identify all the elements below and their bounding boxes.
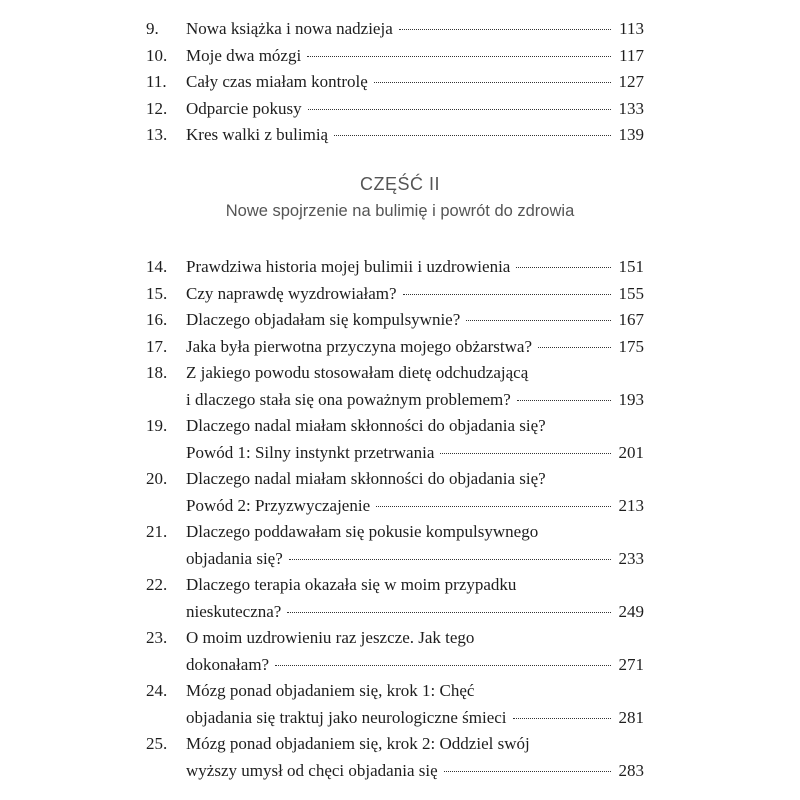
chapter-title-block bbox=[186, 572, 644, 625]
page-number: 271 bbox=[618, 654, 644, 674]
toc-entry bbox=[146, 96, 644, 123]
dot-leader bbox=[334, 135, 610, 136]
chapter-title-line: wyższy umysł od chęci objadania się bbox=[186, 760, 438, 780]
chapter-title-final-line bbox=[186, 493, 644, 520]
dot-leader bbox=[374, 82, 611, 83]
chapter-title-final-line bbox=[186, 43, 644, 70]
chapter-title-block bbox=[186, 678, 644, 731]
chapter-title-line: Czy naprawdę wyzdrowiałam? bbox=[186, 283, 397, 303]
dot-leader bbox=[513, 718, 611, 719]
chapter-title-final-line bbox=[186, 334, 644, 361]
chapter-title-line: Dlaczego poddawałam się pokusie kompulsywnego bbox=[186, 522, 539, 541]
chapter-number: 18. bbox=[146, 363, 168, 382]
chapter-title-block bbox=[186, 43, 644, 70]
chapter-title-final-line bbox=[186, 96, 644, 123]
chapter-number: 13. bbox=[146, 125, 168, 144]
toc-list-part-2 bbox=[146, 254, 644, 784]
chapter-title-line: Dlaczego nadal miałam skłonności do objadania się? bbox=[186, 469, 546, 488]
dot-leader bbox=[307, 56, 611, 57]
dot-leader bbox=[287, 612, 610, 613]
page-number: 139 bbox=[618, 125, 644, 144]
dot-leader bbox=[516, 267, 610, 268]
chapter-title-final-line bbox=[186, 69, 644, 96]
page-number: 155 bbox=[618, 283, 644, 303]
chapter-title-block bbox=[186, 96, 644, 123]
toc-entry bbox=[146, 678, 644, 731]
toc-entry bbox=[146, 307, 644, 334]
chapter-number: 22. bbox=[146, 575, 168, 594]
part-title: CZĘŚĆ II bbox=[359, 174, 440, 194]
chapter-number: 25. bbox=[146, 734, 168, 753]
chapter-title-line: nieskuteczna? bbox=[186, 601, 282, 621]
page-number: 249 bbox=[618, 601, 644, 621]
toc-entry bbox=[146, 16, 644, 43]
toc-entry bbox=[146, 731, 644, 784]
chapter-title-block bbox=[186, 413, 644, 466]
chapter-number: 12. bbox=[146, 98, 168, 118]
dot-leader bbox=[538, 347, 611, 348]
page-number: 175 bbox=[618, 336, 644, 356]
chapter-title-final-line bbox=[186, 122, 644, 149]
page-number: 233 bbox=[618, 548, 644, 568]
chapter-title-block bbox=[186, 625, 644, 678]
toc-list-part-1 bbox=[146, 16, 644, 149]
toc-entry bbox=[146, 122, 644, 149]
chapter-title-final-line bbox=[186, 307, 644, 334]
page-number: 133 bbox=[618, 98, 644, 118]
page-number: 127 bbox=[618, 72, 644, 91]
chapter-title-line: Prawdziwa historia mojej bulimii i uzdrowienia bbox=[186, 257, 511, 276]
chapter-title-final-line bbox=[186, 440, 644, 467]
chapter-title-line: Odparcie pokusy bbox=[186, 98, 302, 118]
chapter-number: 20. bbox=[146, 469, 168, 488]
toc-entry bbox=[146, 281, 644, 308]
chapter-title-final-line bbox=[186, 705, 644, 732]
chapter-title-final-line bbox=[186, 254, 644, 281]
chapter-title-line: Mózg ponad objadaniem się, krok 2: Oddziel swój bbox=[186, 734, 530, 753]
page-number: 281 bbox=[618, 707, 644, 727]
chapter-number: 24. bbox=[146, 681, 168, 700]
toc-entry bbox=[146, 413, 644, 466]
toc-entry bbox=[146, 360, 644, 413]
dot-leader bbox=[444, 771, 611, 772]
chapter-title-block bbox=[186, 16, 644, 43]
chapter-title-block bbox=[186, 731, 644, 784]
chapter-number: 21. bbox=[146, 522, 168, 541]
chapter-title-line: objadania się traktuj jako neurologiczne śmieci bbox=[186, 707, 507, 727]
dot-leader bbox=[399, 29, 611, 30]
page-number: 283 bbox=[618, 760, 644, 780]
chapter-title-final-line bbox=[186, 652, 644, 679]
chapter-title-line: O moim uzdrowieniu raz jeszcze. Jak tego bbox=[186, 628, 475, 647]
chapter-title-line: Jaka była pierwotna przyczyna mojego obżarstwa? bbox=[186, 336, 532, 356]
chapter-title-line: Moje dwa mózgi bbox=[186, 45, 302, 65]
chapter-title-final-line bbox=[186, 599, 644, 626]
chapter-title-line: Mózg ponad objadaniem się, krok 1: Chęć bbox=[186, 681, 475, 700]
page-number: 213 bbox=[618, 495, 644, 515]
chapter-number: 10. bbox=[146, 45, 168, 65]
dot-leader bbox=[466, 320, 610, 321]
chapter-title-block bbox=[186, 307, 644, 334]
dot-leader bbox=[275, 665, 610, 666]
page-number: 113 bbox=[619, 19, 644, 38]
dot-leader bbox=[403, 294, 611, 295]
toc-entry bbox=[146, 572, 644, 625]
chapter-number: 14. bbox=[146, 257, 168, 276]
toc-entry bbox=[146, 254, 644, 281]
chapter-title-block bbox=[186, 122, 644, 149]
dot-leader bbox=[376, 506, 610, 507]
chapter-title-line: Cały czas miałam kontrolę bbox=[186, 72, 368, 91]
chapter-title-block bbox=[186, 281, 644, 308]
toc-entry bbox=[146, 334, 644, 361]
chapter-number: 19. bbox=[146, 416, 168, 435]
toc-entry bbox=[146, 69, 644, 96]
chapter-number: 9. bbox=[146, 19, 159, 38]
chapter-title-line: Kres walki z bulimią bbox=[186, 125, 329, 144]
chapter-title-line: i dlaczego stała się ona poważnym problemem? bbox=[186, 389, 511, 409]
chapter-number: 23. bbox=[146, 628, 168, 647]
toc-entry bbox=[146, 43, 644, 70]
dot-leader bbox=[517, 400, 611, 401]
chapter-number: 15. bbox=[146, 283, 168, 303]
chapter-title-line: Z jakiego powodu stosowałam dietę odchudzającą bbox=[186, 363, 529, 382]
chapter-title-line: Powód 1: Silny instynkt przetrwania bbox=[186, 442, 435, 462]
chapter-number: 16. bbox=[146, 310, 168, 329]
dot-leader bbox=[308, 109, 611, 110]
dot-leader bbox=[440, 453, 610, 454]
chapter-number: 17. bbox=[146, 336, 168, 356]
toc-entry bbox=[146, 466, 644, 519]
chapter-title-line: Nowa książka i nowa nadzieja bbox=[186, 19, 393, 38]
chapter-title-line: Dlaczego objadałam się kompulsywnie? bbox=[186, 310, 461, 329]
chapter-title-final-line bbox=[186, 758, 644, 785]
chapter-title-block bbox=[186, 360, 644, 413]
page-number: 151 bbox=[618, 257, 644, 276]
part-subtitle: Nowe spojrzenie na bulimię i powrót do zdrowia bbox=[225, 202, 575, 220]
chapter-title-line: dokonałam? bbox=[186, 654, 270, 674]
chapter-title-line: objadania się? bbox=[186, 548, 283, 568]
page-number: 201 bbox=[618, 442, 644, 462]
chapter-number: 11. bbox=[146, 72, 167, 91]
chapter-title-block bbox=[186, 334, 644, 361]
chapter-title-final-line bbox=[186, 546, 644, 573]
chapter-title-block bbox=[186, 69, 644, 96]
chapter-title-block bbox=[186, 254, 644, 281]
chapter-title-line: Dlaczego terapia okazała się w moim przypadku bbox=[186, 575, 517, 594]
chapter-title-block bbox=[186, 519, 644, 572]
chapter-title-line: Dlaczego nadal miałam skłonności do objadania się? bbox=[186, 416, 546, 435]
dot-leader bbox=[289, 559, 611, 560]
page-number: 193 bbox=[618, 389, 644, 409]
chapter-title-final-line bbox=[186, 16, 644, 43]
chapter-title-block bbox=[186, 466, 644, 519]
chapter-title-line: Powód 2: Przyzwyczajenie bbox=[186, 495, 371, 515]
page-number: 167 bbox=[618, 310, 644, 329]
toc-entry bbox=[146, 519, 644, 572]
chapter-title-final-line bbox=[186, 281, 644, 308]
chapter-title-final-line bbox=[186, 387, 644, 414]
page-number: 117 bbox=[619, 45, 644, 65]
toc-entry bbox=[146, 625, 644, 678]
